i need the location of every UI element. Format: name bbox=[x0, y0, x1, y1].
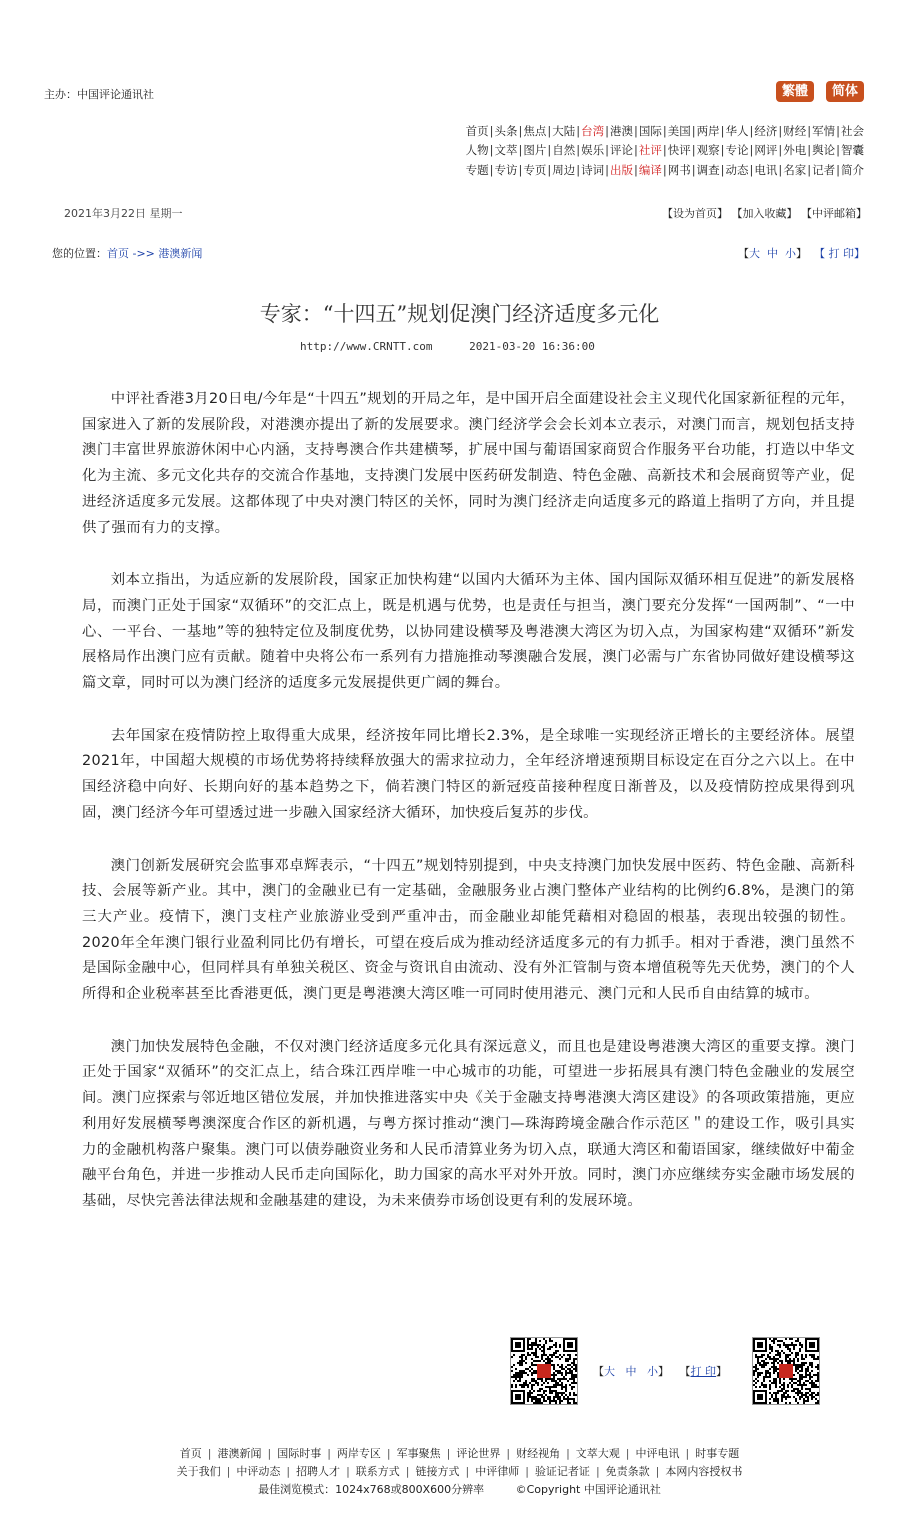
nav-separator: | bbox=[576, 124, 581, 138]
nav-separator: | bbox=[662, 143, 667, 157]
nav-item[interactable]: 舆论 bbox=[812, 143, 836, 157]
nav-item[interactable]: 名家 bbox=[783, 163, 807, 177]
nav-separator: | bbox=[720, 163, 725, 177]
qr-code-left-icon bbox=[510, 1337, 578, 1405]
nav-item[interactable]: 美国 bbox=[667, 124, 691, 138]
footer-link[interactable]: 联系方式 bbox=[355, 1465, 400, 1478]
nav-item[interactable]: 头条 bbox=[494, 124, 518, 138]
bottom-tools bbox=[593, 1363, 727, 1379]
nav-separator: | bbox=[836, 163, 840, 177]
nav-item[interactable]: 网评 bbox=[754, 143, 778, 157]
nav-item[interactable]: 记者 bbox=[812, 163, 836, 177]
nav-row-3 bbox=[465, 162, 865, 178]
nav-item[interactable]: 文萃 bbox=[494, 143, 518, 157]
traditional-chinese-button[interactable]: 繁體 bbox=[776, 81, 814, 102]
breadcrumb bbox=[52, 245, 202, 261]
print-link[interactable]: 【 打 印】 bbox=[814, 247, 865, 260]
footer-separator: | bbox=[286, 1465, 291, 1478]
footer-link[interactable]: 财经视角 bbox=[516, 1447, 561, 1460]
nav-separator: | bbox=[720, 124, 725, 138]
nav-item[interactable]: 诗词 bbox=[581, 163, 605, 177]
footer-link[interactable]: 港澳新闻 bbox=[217, 1447, 262, 1460]
footer-link[interactable]: 评论世界 bbox=[456, 1447, 501, 1460]
nav-row-2 bbox=[465, 142, 865, 158]
font-large-link[interactable]: 大 bbox=[749, 247, 760, 260]
nav-item[interactable]: 军情 bbox=[812, 124, 836, 138]
nav-separator: | bbox=[749, 163, 754, 177]
footer-separator: | bbox=[405, 1465, 410, 1478]
article-paragraph: 去年国家在疫情防控上取得重大成果，经济按年同比增长2.3%，是全球唯一实现经济正增长的主要经济体。展望2021年，中国超大规模的市场优势将持续释放强大的需求拉动力，全年经济增速预期目标设定在百分之六以上。在中国经济稳中向好、长期向好的基本趋势之下，倘若澳门特区的新冠疫苗接种程度日渐普及，以及疫情防控成果得到巩固，澳门经济今年可望透过进一步融入国家经济大循环，加快疫后复苏的步伐。 bbox=[82, 727, 855, 821]
nav-separator: | bbox=[547, 124, 552, 138]
footer-link[interactable]: 关于我们 bbox=[176, 1465, 221, 1478]
footer-link[interactable]: 中评电讯 bbox=[635, 1447, 680, 1460]
nav-item[interactable]: 网书 bbox=[667, 163, 691, 177]
nav-separator: | bbox=[605, 124, 609, 138]
footer-link[interactable]: 两岸专区 bbox=[336, 1447, 381, 1460]
nav-item[interactable]: 自然 bbox=[552, 143, 576, 157]
nav-separator: | bbox=[691, 143, 696, 157]
nav-item[interactable]: 编译 bbox=[638, 163, 662, 177]
nav-item[interactable]: 首页 bbox=[465, 124, 489, 138]
footer-separator: | bbox=[465, 1465, 470, 1478]
nav-item[interactable]: 简介 bbox=[841, 163, 864, 177]
bottom-font-medium-link[interactable]: 中 bbox=[625, 1365, 637, 1378]
footer-separator: | bbox=[506, 1447, 511, 1460]
article-paragraph: 澳门加快发展特色金融，不仅对澳门经济适度多元化具有深远意义，而且也是建设粤港澳大湾区的重要支撑。澳门正处于国家“双循环”的交汇点上，结合珠江西岸唯一中心城市的功能，可望进一步拓展具有澳门特色金融业的发展空间。澳门应探索与邻近地区错位发展，并加快推进落实中央《关于金融支持粤港澳大湾区建设》的各项政策措施，更应利用好发展横琴粤澳深度合作区的新机遇，与粤方探讨推动“澳门—珠海跨境金融合作示范区＂的建设工作，吸引具实力的金融机构落户聚集。澳门可以债券融资业务和人民币清算业务为切入点，联通大湾区和葡语国家，继续做好中葡金融平台角色，并进一步推动人民币走向国际化，助力国家的高水平对外开放。同时，澳门亦应继续夯实金融市场发展的基础，尽快完善法律法规和金融基建的建设，为未来债券市场创设更有利的发展环境。 bbox=[82, 1038, 855, 1209]
font-small-link[interactable]: 小 bbox=[785, 247, 796, 260]
nav-item[interactable]: 娱乐 bbox=[581, 143, 605, 157]
article-meta bbox=[300, 340, 625, 353]
article-body bbox=[82, 387, 855, 1242]
nav-separator: | bbox=[749, 124, 754, 138]
nav-item[interactable]: 经济 bbox=[754, 124, 778, 138]
nav-item[interactable]: 专访 bbox=[494, 163, 518, 177]
nav-item[interactable]: 调查 bbox=[696, 163, 720, 177]
simplified-chinese-button[interactable]: 简体 bbox=[826, 81, 864, 102]
nav-separator: | bbox=[634, 124, 638, 138]
nav-separator: | bbox=[605, 163, 609, 177]
nav-separator: | bbox=[836, 124, 840, 138]
bracket-close: 】 bbox=[716, 1365, 727, 1378]
footer-link[interactable]: 链接方式 bbox=[415, 1465, 460, 1478]
footer-separator: | bbox=[226, 1465, 231, 1478]
nav-separator: | bbox=[836, 143, 840, 157]
nav-item[interactable]: 两岸 bbox=[696, 124, 720, 138]
footer-separator: | bbox=[446, 1447, 451, 1460]
font-size-tools bbox=[738, 245, 865, 261]
bottom-font-small-link[interactable]: 小 bbox=[647, 1365, 658, 1378]
nav-separator: | bbox=[489, 163, 494, 177]
footer-separator: | bbox=[525, 1465, 529, 1478]
nav-separator: | bbox=[634, 143, 638, 157]
footer-link[interactable]: 中评律师 bbox=[475, 1465, 520, 1478]
breadcrumb-arrow: ->> bbox=[129, 247, 159, 260]
nav-item[interactable]: 大陆 bbox=[552, 124, 576, 138]
copyright: ©Copyright 中国评论通讯社 bbox=[515, 1483, 661, 1496]
article-paragraph: 刘本立指出，为适应新的发展阶段，国家正加快构建“以国内大循环为主体、国内国际双循环相互促进”的新发展格局，而澳门正处于国家“双循环”的交汇点上，既是机遇与优势，也是责任与担当，澳门要充分发挥“一国两制”、“一中心、一平台、一基地”等的独特定位及制度优势，以协同建设横琴及粤港澳大湾区为切入点，为国家构建“双循环”新发展格局作出澳门应有贡献。随着中央将公布一系列有力措施推动琴澳融合发展，澳门必需与广东省协同做好建设横琴这篇文章，同时可以为澳门经济的适度多元发展提供更广阔的舞台。 bbox=[82, 572, 855, 692]
footer-link[interactable]: 军事聚焦 bbox=[396, 1447, 441, 1460]
nav-separator: | bbox=[576, 143, 581, 157]
footer-separator: | bbox=[595, 1465, 600, 1478]
nav-item[interactable]: 周边 bbox=[552, 163, 576, 177]
nav-separator: | bbox=[662, 124, 667, 138]
footer-link[interactable]: 时事专题 bbox=[695, 1447, 740, 1460]
set-home-link[interactable]: 【设为首页】 bbox=[662, 207, 728, 220]
mailbox-link[interactable]: 【中评邮箱】 bbox=[801, 207, 867, 220]
nav-item[interactable]: 电讯 bbox=[754, 163, 778, 177]
nav-separator: | bbox=[547, 163, 552, 177]
footer-link[interactable]: 招聘人才 bbox=[296, 1465, 341, 1478]
bracket-close: 】 bbox=[658, 1365, 669, 1378]
footer-link[interactable]: 免责条款 bbox=[605, 1465, 650, 1478]
nav-item[interactable]: 台湾 bbox=[581, 124, 605, 138]
nav-item[interactable]: 社评 bbox=[638, 143, 662, 157]
browse-mode: 最佳浏览模式：1024x768或800X600分辨率 bbox=[258, 1483, 485, 1496]
site-tools bbox=[662, 205, 867, 221]
article-datetime: 2021-03-20 16:36:00 bbox=[469, 340, 595, 353]
nav-item[interactable]: 专题 bbox=[465, 163, 489, 177]
breadcrumb-section[interactable]: 港澳新闻 bbox=[158, 247, 203, 260]
article-source: http://www.CRNTT.com bbox=[300, 340, 433, 353]
nav-separator: | bbox=[720, 143, 725, 157]
nav-separator: | bbox=[691, 124, 696, 138]
footer-links-row-2 bbox=[0, 1463, 919, 1479]
nav-item[interactable]: 专论 bbox=[725, 143, 749, 157]
nav-separator: | bbox=[547, 143, 552, 157]
nav-item[interactable]: 华人 bbox=[725, 124, 749, 138]
breadcrumb-label: 您的位置： bbox=[52, 247, 107, 260]
nav-item[interactable]: 出版 bbox=[610, 163, 633, 177]
host-label: 主办：中国评论通讯社 bbox=[44, 88, 154, 101]
bottom-print-link[interactable]: 打 印 bbox=[690, 1365, 716, 1378]
footer-separator: | bbox=[685, 1447, 690, 1460]
nav-item[interactable]: 财经 bbox=[783, 124, 807, 138]
nav-item[interactable]: 人物 bbox=[465, 143, 489, 157]
current-date: 2021年3月22日 星期一 bbox=[64, 207, 183, 220]
bracket-close: 】 bbox=[796, 247, 807, 260]
add-favorite-link[interactable]: 【加入收藏】 bbox=[731, 207, 798, 220]
footer-info bbox=[0, 1481, 919, 1497]
footer-separator: | bbox=[386, 1447, 391, 1460]
bottom-font-large-link[interactable]: 大 bbox=[604, 1365, 615, 1378]
nav-item[interactable]: 港澳 bbox=[610, 124, 633, 138]
nav-separator: | bbox=[518, 124, 523, 138]
footer-separator: | bbox=[267, 1447, 272, 1460]
nav-separator: | bbox=[807, 143, 812, 157]
footer-link[interactable]: 验证记者证 bbox=[534, 1465, 590, 1478]
nav-item[interactable]: 焦点 bbox=[523, 124, 547, 138]
nav-item[interactable]: 评论 bbox=[610, 143, 633, 157]
footer-separator: | bbox=[346, 1465, 350, 1478]
footer-link[interactable]: 国际时事 bbox=[277, 1447, 322, 1460]
footer-separator: | bbox=[625, 1447, 630, 1460]
footer-link[interactable]: 本网内容授权书 bbox=[665, 1465, 743, 1478]
article-paragraph: 澳门创新发展研究会监事邓卓辉表示，“十四五”规划特别提到，中央支持澳门加快发展中医药、特色金融、高新科技、会展等新产业。其中，澳门的金融业已有一定基础，金融服务业占澳门整体产业结构的比例约6.8%，是澳门的第三大产业。疫情下，澳门支柱产业旅游业受到严重冲击，而金融业却能凭藉相对稳固的根基，表现出较强的韧性。2020年全年澳门银行业盈利同比仍有增长，可望在疫后成为推动经济适度多元的有力抓手。相对于香港，澳门虽然不是国际金融中心，但同样具有单独关税区、资金与资讯自由流动、没有外汇管制与资本增值税等先天优势，澳门的个人所得和企业税率甚至比香港更低，澳门更是粤港澳大湾区唯一可同时使用港元、澳门元和人民币自由结算的城市。 bbox=[82, 857, 855, 1003]
nav-separator: | bbox=[778, 124, 783, 138]
nav-item[interactable]: 社会 bbox=[841, 124, 864, 138]
nav-separator: | bbox=[807, 124, 812, 138]
nav-separator: | bbox=[489, 124, 494, 138]
nav-separator: | bbox=[749, 143, 754, 157]
nav-item[interactable]: 国际 bbox=[638, 124, 662, 138]
qr-code-right-icon bbox=[752, 1337, 820, 1405]
footer-separator: | bbox=[207, 1447, 212, 1460]
nav-separator: | bbox=[489, 143, 494, 157]
nav-item[interactable]: 快评 bbox=[667, 143, 691, 157]
nav-separator: | bbox=[691, 163, 696, 177]
nav-item[interactable]: 图片 bbox=[523, 143, 547, 157]
nav-item[interactable]: 智囊 bbox=[841, 143, 864, 157]
article-title: 专家：“十四五”规划促澳门经济适度多元化 bbox=[259, 302, 660, 326]
nav-separator: | bbox=[778, 163, 783, 177]
nav-separator: | bbox=[518, 143, 523, 157]
footer-links-row-1 bbox=[0, 1445, 919, 1461]
nav-separator: | bbox=[576, 163, 581, 177]
footer-link[interactable]: 中评动态 bbox=[236, 1465, 281, 1478]
nav-separator: | bbox=[778, 143, 783, 157]
footer-separator: | bbox=[655, 1465, 660, 1478]
nav-row-1 bbox=[465, 123, 865, 139]
nav-item[interactable]: 外电 bbox=[783, 143, 807, 157]
nav-separator: | bbox=[634, 163, 638, 177]
nav-item[interactable]: 专页 bbox=[523, 163, 547, 177]
article-paragraph: 中评社香港3月20日电/今年是“十四五”规划的开局之年，是中国开启全面建设社会主义现代化国家新征程的元年，国家进入了新的发展阶段，对港澳亦提出了新的发展要求。澳门经济学会会长刘本立表示，对澳门而言，规划包括支持澳门丰富世界旅游休闲中心内涵，支持粤澳合作共建横琴，扩展中国与葡语国家商贸合作服务平台功能，打造以中华文化为主流、多元文化共存的交流合作基地，支持澳门发展中医药研发制造、特色金融、高新技术和会展商贸等产业，促进经济适度多元发展。这都体现了中央对澳门特区的关怀，同时为澳门经济走向适度多元的路道上指明了方向，并且提供了强而有力的支撑。 bbox=[82, 391, 855, 536]
nav-separator: | bbox=[605, 143, 609, 157]
bracket-open: 【 bbox=[593, 1365, 604, 1378]
bracket-open: 【 bbox=[679, 1365, 691, 1378]
footer-link[interactable]: 首页 bbox=[179, 1447, 202, 1460]
footer-link[interactable]: 文萃大观 bbox=[575, 1447, 620, 1460]
nav-item[interactable]: 动态 bbox=[725, 163, 749, 177]
bracket-open: 【 bbox=[738, 247, 749, 260]
breadcrumb-home[interactable]: 首页 bbox=[107, 247, 129, 260]
nav-separator: | bbox=[518, 163, 523, 177]
footer-separator: | bbox=[566, 1447, 570, 1460]
nav-separator: | bbox=[662, 163, 667, 177]
nav-separator: | bbox=[807, 163, 812, 177]
nav-item[interactable]: 观察 bbox=[696, 143, 720, 157]
font-medium-link[interactable]: 中 bbox=[767, 247, 778, 260]
footer-separator: | bbox=[327, 1447, 331, 1460]
